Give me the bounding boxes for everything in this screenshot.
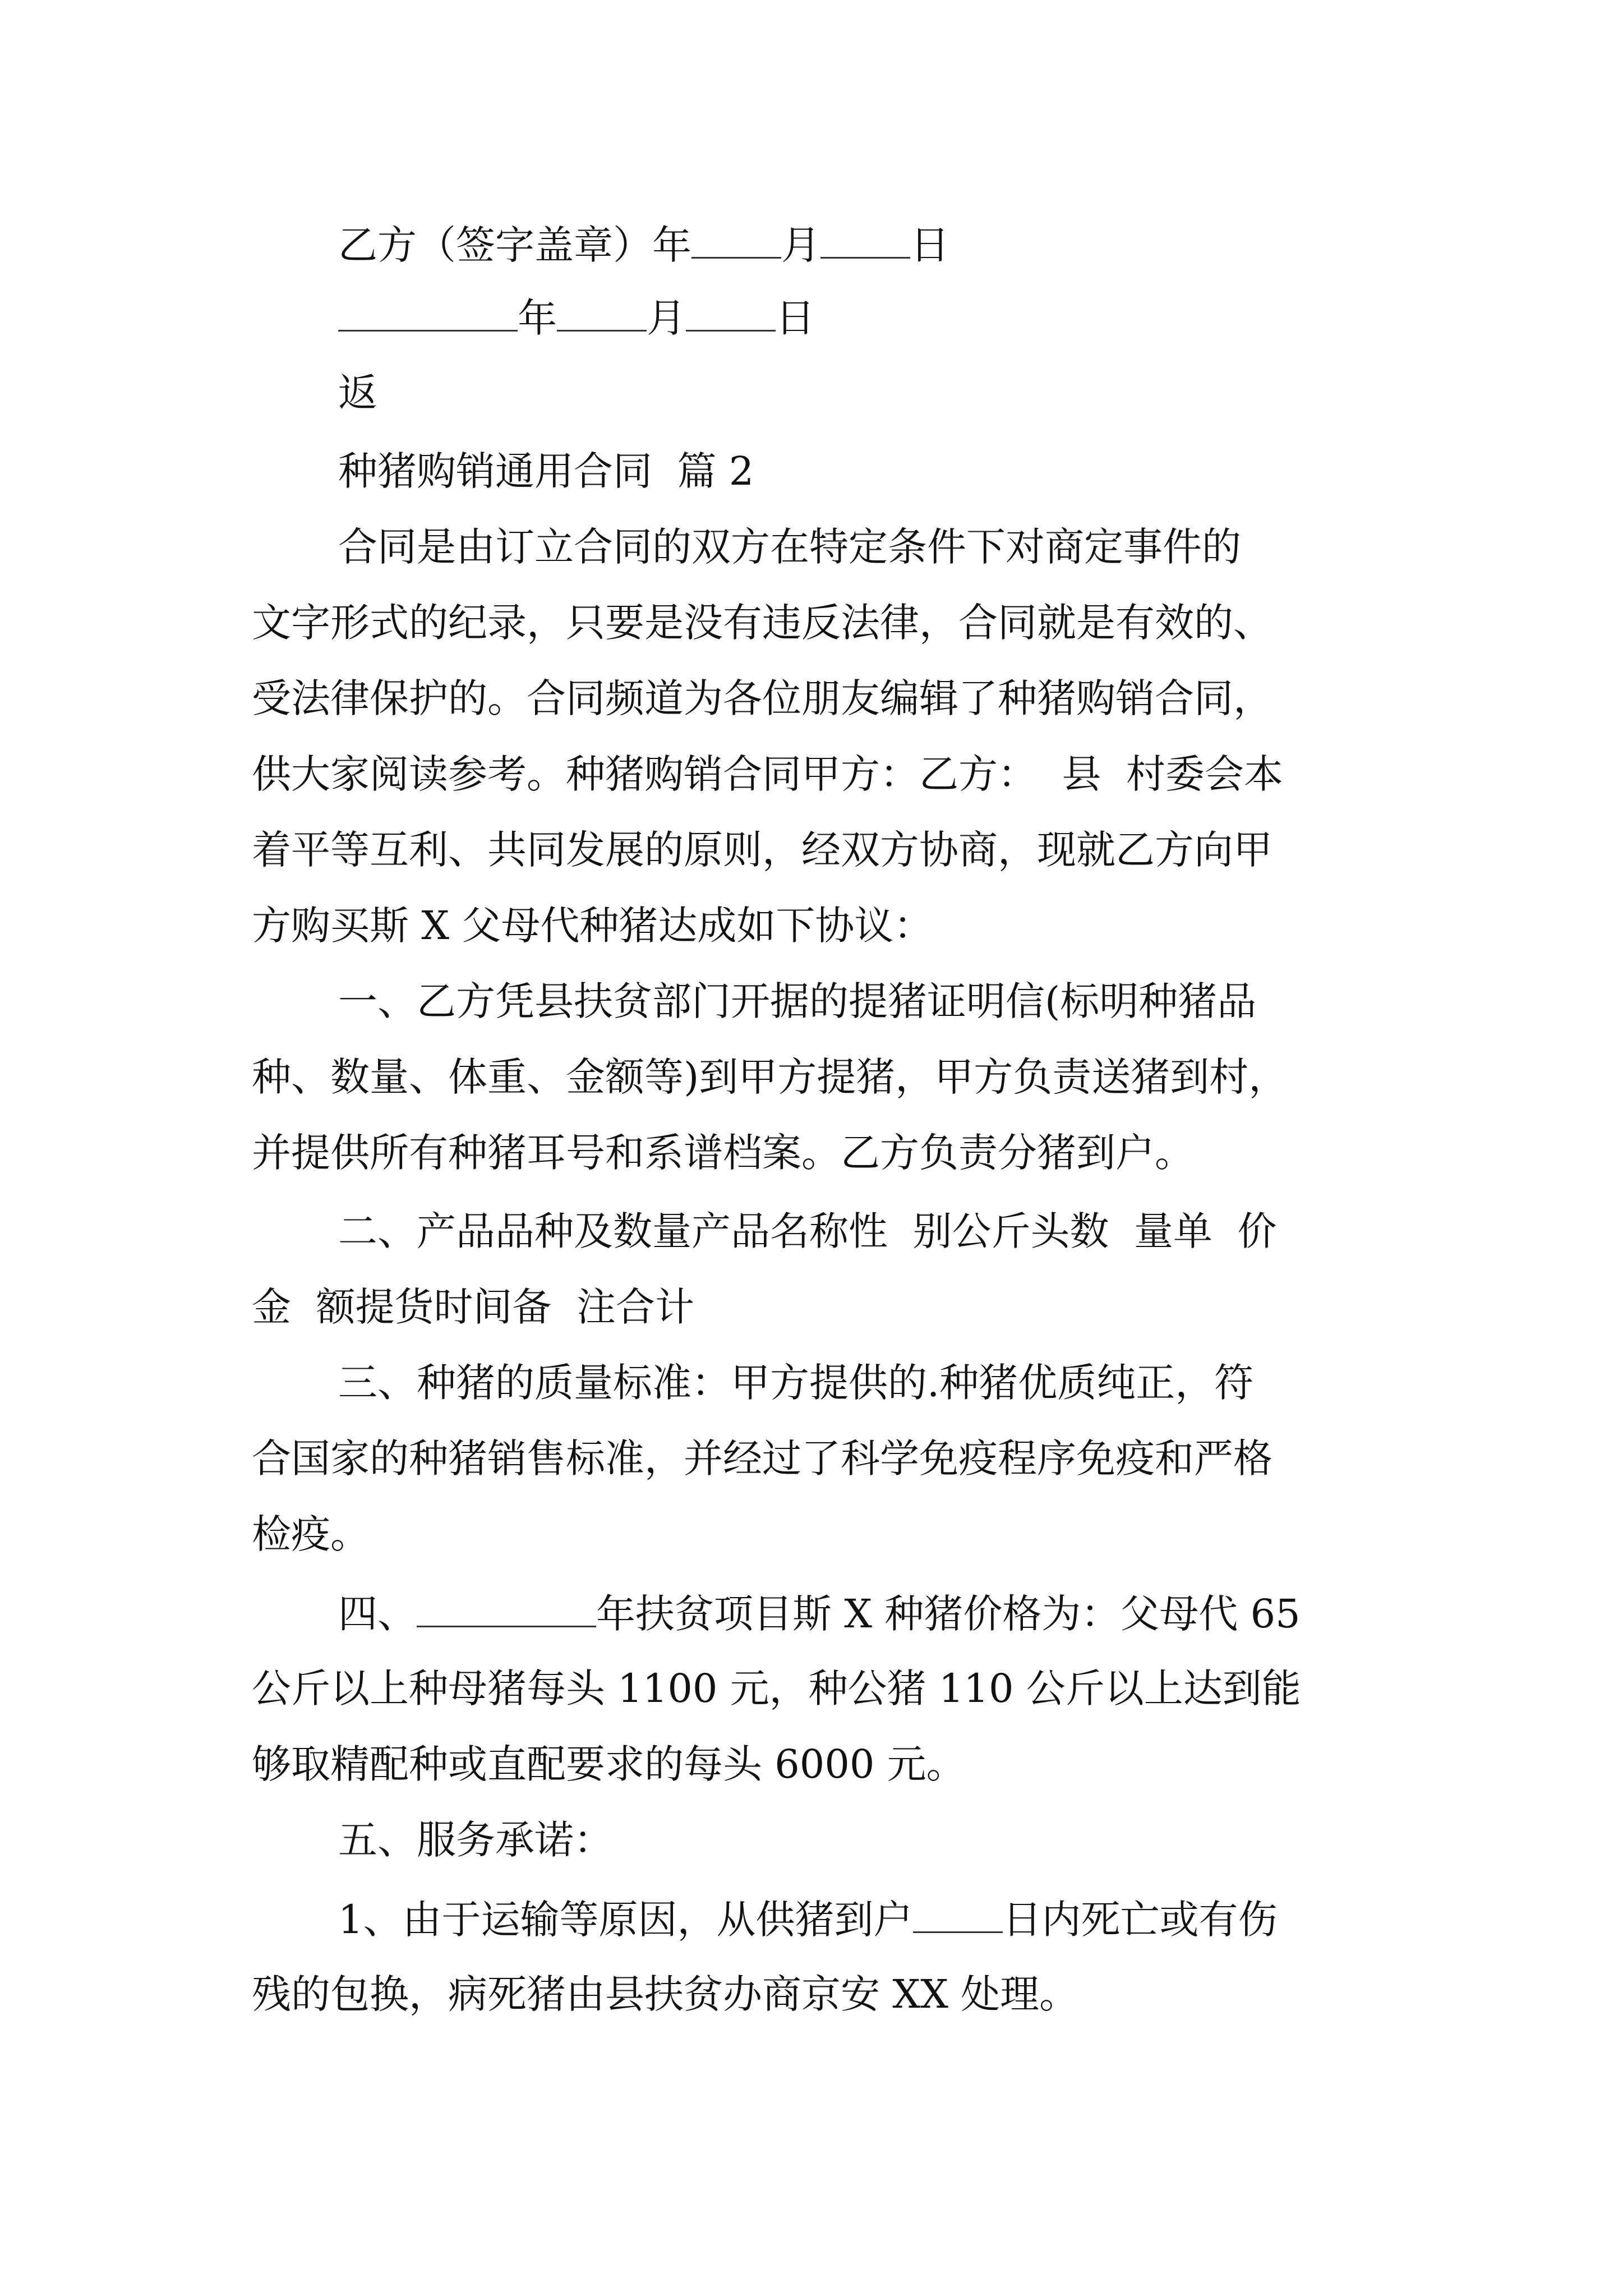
party-b-signature-label: 乙方（签字盖章） bbox=[338, 222, 652, 268]
blank-day bbox=[686, 297, 776, 332]
clause-1-line: 种、数量、体重、金额等)到甲方提猪，甲方负责送猪到村， bbox=[252, 1054, 1288, 1100]
intro-line: 供大家阅读参考。种猪购销合同甲方：乙方： 县 村委会本 bbox=[252, 751, 1284, 797]
clause-2-line: 二、产品品种及数量产品名称性 别公斤头数 量单 价 bbox=[338, 1208, 1277, 1254]
blank-month bbox=[557, 297, 647, 332]
clause-4-line: 四、 年扶贫项目斯 X 种猪价格为：父母代 65 bbox=[338, 1591, 1301, 1637]
clause-1-line: 并提供所有种猪耳号和系谱档案。乙方负责分猪到户。 bbox=[252, 1130, 1194, 1176]
clause-2-line: 金 额提货时间备 注合计 bbox=[252, 1284, 695, 1330]
clause-3-line: 检疫。 bbox=[252, 1511, 370, 1557]
clause-5-item-1-cont: 残的包换，病死猪由县扶贫办商京安 XX 处理。 bbox=[252, 1971, 1079, 2017]
fragment-text: 返 bbox=[338, 370, 377, 416]
intro-line: 文字形式的纪录，只要是没有违反法律，合同就是有效的、 bbox=[252, 600, 1272, 646]
clause-5-item-1: 1、由于运输等原因，从供猪到户 日内死亡或有伤 bbox=[338, 1897, 1278, 1943]
section-number: 篇 2 bbox=[677, 448, 754, 494]
section-title: 种猪购销通用合同 篇 2 bbox=[338, 448, 754, 494]
intro-line: 方购买斯 X 父母代种猪达成如下协议： bbox=[252, 903, 933, 949]
clause-4-line: 够取精配种或直配要求的每头 6000 元。 bbox=[252, 1741, 966, 1787]
blank-day bbox=[820, 224, 910, 259]
blank-month bbox=[691, 224, 781, 259]
intro-line: 合同是由订立合同的双方在特定条件下对商定事件的 bbox=[338, 524, 1241, 570]
signature-party-b-line: 乙方（签字盖章）年 月 日 bbox=[338, 222, 949, 268]
blank-year bbox=[338, 297, 518, 332]
clause-4-line: 公斤以上种母猪每头 1100 元，种公猪 110 公斤以上达到能 bbox=[252, 1665, 1301, 1711]
intro-line: 着平等互利、共同发展的原则，经双方协商，现就乙方向甲 bbox=[252, 827, 1272, 873]
clause-3-line: 合国家的种猪销售标准，并经过了科学免疫程序免疫和严格 bbox=[252, 1435, 1272, 1481]
intro-line: 受法律保护的。合同频道为各位朋友编辑了种猪购销合同， bbox=[252, 675, 1272, 721]
signature-date-line: 年 月 日 bbox=[338, 297, 815, 338]
clause-3-line: 三、种猪的质量标准：甲方提供的.种猪优质纯正，符 bbox=[338, 1360, 1254, 1406]
clause-1-line: 一、乙方凭县扶贫部门开据的提猪证明信(标明种猪品 bbox=[338, 978, 1257, 1024]
clause-5-heading: 五、服务承诺： bbox=[338, 1817, 613, 1863]
blank-days bbox=[913, 1899, 1003, 1933]
blank-year bbox=[417, 1593, 596, 1627]
